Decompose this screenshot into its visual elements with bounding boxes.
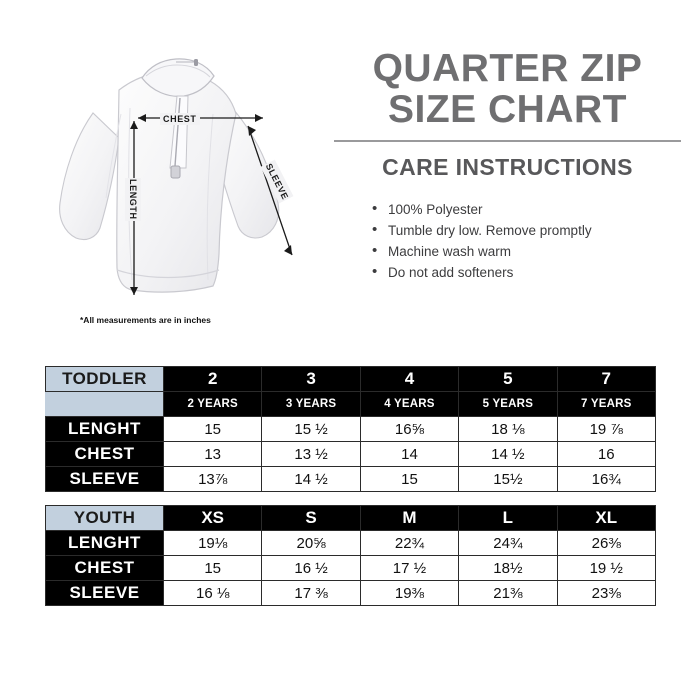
cell-value: 13⅞ bbox=[164, 467, 262, 492]
table-row bbox=[46, 556, 656, 581]
table-gap bbox=[45, 492, 655, 505]
table-row bbox=[46, 506, 656, 531]
youth-size-table bbox=[45, 505, 656, 606]
list-item: • 100% Polyester bbox=[372, 199, 685, 220]
youth-size-header: L bbox=[459, 506, 557, 531]
youth-size-header: S bbox=[262, 506, 360, 531]
row-label-length: LENGHT bbox=[46, 531, 164, 556]
cell-value: 22¾ bbox=[360, 531, 458, 556]
table-row bbox=[46, 392, 656, 417]
table-row bbox=[46, 367, 656, 392]
title-divider bbox=[334, 140, 681, 142]
row-label-sleeve: SLEEVE bbox=[46, 467, 164, 492]
cell-value: 23⅜ bbox=[557, 581, 655, 606]
cell-value: 18 ⅛ bbox=[459, 417, 557, 442]
youth-size-header: XL bbox=[557, 506, 655, 531]
cell-value: 15 bbox=[164, 417, 262, 442]
youth-size-header: M bbox=[360, 506, 458, 531]
cell-value: 18½ bbox=[459, 556, 557, 581]
table-row bbox=[46, 467, 656, 492]
cell-value: 16 ½ bbox=[262, 556, 360, 581]
toddler-size-header: 2 bbox=[164, 367, 262, 392]
toddler-size-table bbox=[45, 366, 656, 492]
table-row bbox=[46, 531, 656, 556]
cell-value: 17 ½ bbox=[360, 556, 458, 581]
cell-value: 14 ½ bbox=[459, 442, 557, 467]
cell-value: 13 bbox=[164, 442, 262, 467]
chest-dimension-label: CHEST bbox=[160, 113, 200, 125]
cell-value: 20⅝ bbox=[262, 531, 360, 556]
toddler-age-header: 7 YEARS bbox=[557, 392, 655, 417]
toddler-table-title: TODDLER bbox=[46, 367, 164, 392]
cell-value: 14 bbox=[360, 442, 458, 467]
cell-value: 16⅝ bbox=[360, 417, 458, 442]
youth-size-header: XS bbox=[164, 506, 262, 531]
toddler-age-header: 4 YEARS bbox=[360, 392, 458, 417]
row-label-chest: CHEST bbox=[46, 556, 164, 581]
toddler-size-header: 3 bbox=[262, 367, 360, 392]
care-instructions-title: CARE INSTRUCTIONS bbox=[382, 154, 633, 180]
garment-illustration bbox=[20, 18, 320, 338]
row-label-chest: CHEST bbox=[46, 442, 164, 467]
cell-value: 15 bbox=[360, 467, 458, 492]
cell-value: 17 ⅜ bbox=[262, 581, 360, 606]
length-dimension-label: LENGTH bbox=[125, 178, 141, 221]
cell-value: 15½ bbox=[459, 467, 557, 492]
page-title-line-2: SIZE CHART bbox=[388, 88, 627, 131]
row-label-sleeve: SLEEVE bbox=[46, 581, 164, 606]
cell-value: 19⅜ bbox=[360, 581, 458, 606]
page-title-line-1: QUARTER ZIP bbox=[372, 47, 643, 90]
cell-value: 16¾ bbox=[557, 467, 655, 492]
table-row bbox=[46, 442, 656, 467]
cell-value: 21⅜ bbox=[459, 581, 557, 606]
table-row bbox=[46, 581, 656, 606]
cell-value: 13 ½ bbox=[262, 442, 360, 467]
table-row bbox=[46, 417, 656, 442]
measurement-note: *All measurements are in inches bbox=[80, 315, 211, 325]
list-item: • Machine wash warm bbox=[372, 241, 685, 262]
youth-table-title: YOUTH bbox=[46, 506, 164, 531]
cell-value: 15 ½ bbox=[262, 417, 360, 442]
toddler-age-header: 3 YEARS bbox=[262, 392, 360, 417]
toddler-age-header: 2 YEARS bbox=[164, 392, 262, 417]
row-label-length: LENGHT bbox=[46, 417, 164, 442]
care-instructions-list bbox=[372, 199, 685, 283]
sleeve-dimension-label: SLEEVE bbox=[261, 160, 294, 204]
toddler-age-header: 5 YEARS bbox=[459, 392, 557, 417]
toddler-size-header: 5 bbox=[459, 367, 557, 392]
list-item: • Tumble dry low. Remove promptly bbox=[372, 220, 685, 241]
toddler-age-row-spacer bbox=[46, 392, 164, 417]
cell-value: 14 ½ bbox=[262, 467, 360, 492]
cell-value: 16 ⅛ bbox=[164, 581, 262, 606]
toddler-size-header: 7 bbox=[557, 367, 655, 392]
toddler-size-header: 4 bbox=[360, 367, 458, 392]
size-tables bbox=[45, 366, 655, 606]
cell-value: 19 ½ bbox=[557, 556, 655, 581]
cell-value: 19 ⅞ bbox=[557, 417, 655, 442]
cell-value: 15 bbox=[164, 556, 262, 581]
cell-value: 19⅛ bbox=[164, 531, 262, 556]
cell-value: 16 bbox=[557, 442, 655, 467]
list-item: • Do not add softeners bbox=[372, 262, 685, 283]
cell-value: 24¾ bbox=[459, 531, 557, 556]
cell-value: 26⅜ bbox=[557, 531, 655, 556]
heading-block bbox=[330, 48, 685, 283]
